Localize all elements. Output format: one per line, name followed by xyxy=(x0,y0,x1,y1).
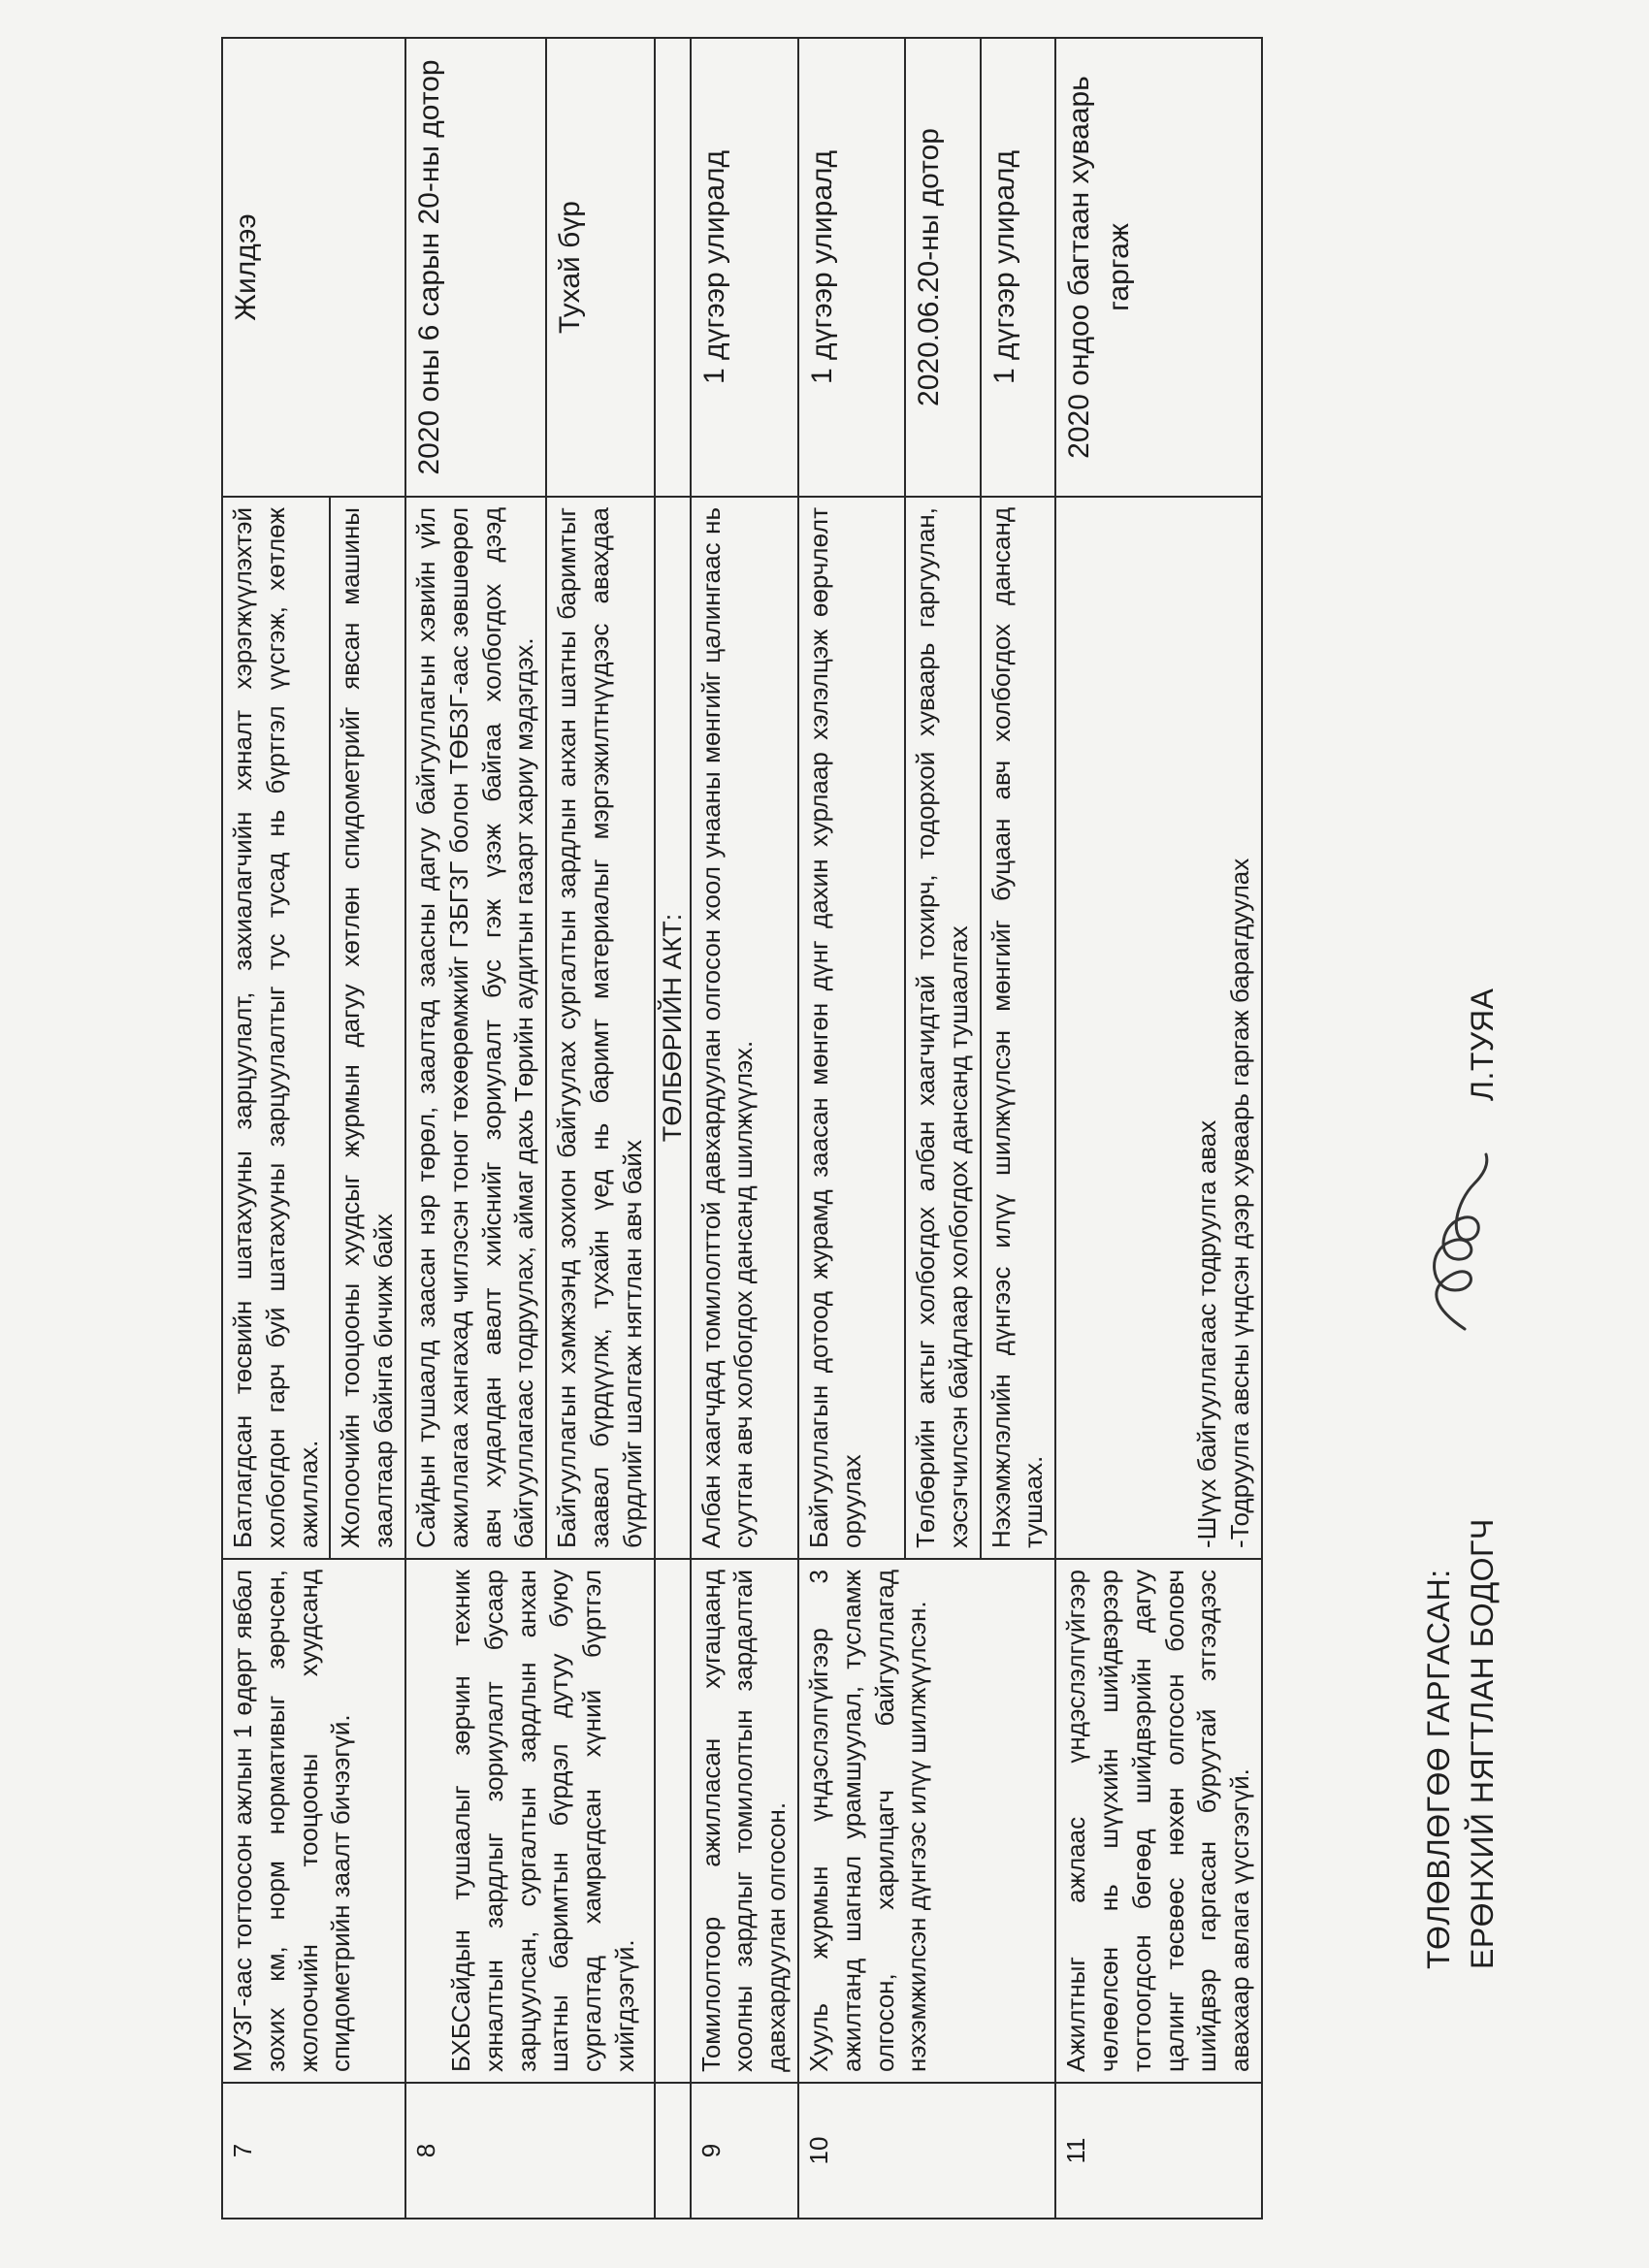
row-number: 11 xyxy=(1055,2083,1262,2219)
table-row xyxy=(1055,38,1262,2219)
finding-description: Ажилтныг ажлаас үндэслэлгүйгээр чөлөөлсөн нь шүүхийн шийдвэрээр тогтоогдсон бөгөөд шийдвэрийн дагуу цалинг төсвөөс нөхөн олгосон боловч шийдвэр гаргасан буруутай этгээдээс авахаар авлага үүсгээгүй. xyxy=(1055,1559,1262,2083)
finding-description: Томилолтоор ажилласан хугацаанд хоолны зардлыг томилолтын зардалтай давхардуулан олгосон. xyxy=(691,1559,798,2083)
finding-description: МУЗГ-аас тогтоосон ажлын 1 өдөрт явбал зохих км, норм нормативыг зөрчсөн, жолоочийн тооцооны хуудсанд спидометрийн заалт бичээгүй. xyxy=(222,1559,405,2083)
action-plan-table xyxy=(221,37,1263,2219)
deadline: Жилдээ xyxy=(222,38,405,497)
corrective-action: Байгууллагын дотоод журамд заасан мөнгөн дүнг дахин хурлаар хэлэлцэж өөрчлөлт оруулах xyxy=(798,497,905,1559)
row-number: 7 xyxy=(222,2083,405,2219)
handwritten-signature xyxy=(1397,1145,1504,1339)
deadline: 1 дүгээр улиралд xyxy=(691,38,798,497)
table-row xyxy=(655,38,691,2219)
finding-description: Хууль журмын үндэслэлгүйгээр 3 ажилтанд шагнал урамшуулал, тусламж олгосон, харилцагч байгууллагад нэхэмжилсэн дүнгээс илүү шилжүүлсэн. xyxy=(798,1559,1055,2083)
footer-name: Л.ТУЯА xyxy=(1465,988,1500,1101)
corrective-action: Төлбөрийн актыг холбогдох албан хаагчидтай тохирч, тодорхой хуваарь гаргуулан, хэсэгчилсэн байдлаар холбогдох дансанд тушаалгах xyxy=(905,497,981,1559)
deadline: Тухай бүр xyxy=(546,38,654,497)
corrective-action: Албан хаагчдад томилолттой давхардуулан олгосон хоол унааны мөнгийг цалингаас нь суутган авч холбогдох дансанд шилжүүлэх. xyxy=(691,497,798,1559)
rotated-page-content xyxy=(221,37,1366,2219)
corrective-action: Жолоочийн тооцооны хуудсыг журмын дагуу хөтлөн спидометрийг явсан машины заалтаар байнга бичиж байх xyxy=(330,497,405,1559)
corrective-action: Сайдын тушаалд заасан нэр төрөл, заалтад заасны дагуу байгууллагын хэвийн үйл ажиллагаа хангахад чиглэсэн тоног төхөөрөмжийг ГЗБГЗГ болон ТӨБЗГ-аас зөвшөөрөл авч худалдан авалт хийснийг зориулалт бус гэж үзэж байгаа холбогдох дээд байгууллагаас тодруулах, аймаг дахь Төрийн аудитын газарт хариу мэдэгдэх. xyxy=(405,497,546,1559)
blank-cell xyxy=(655,38,691,497)
corrective-action: Нэхэмжлэлийн дүнгээс илүү шилжүүлсэн мөнгийг буцаан авч холбогдох дансанд тушаах. xyxy=(981,497,1056,1559)
table-row xyxy=(691,38,798,2219)
footer-heading: ТӨЛӨВЛӨГӨӨ ГАРГАСАН: xyxy=(1421,1569,1456,1969)
deadline: 2020.06.20-ны дотор xyxy=(905,38,981,497)
table-row xyxy=(405,38,546,2219)
table-row xyxy=(222,38,330,2219)
corrective-action: Байгууллагын хэмжээнд зохион байгуулах сургалтын зардлын анхан шатны баримтыг заавал бүрдүүлж, тухайн үед нь баримт материалыг мэргэжилтнүүдээс авахдаа бүрдлийг шалгаж нягтлан авч байх xyxy=(546,497,654,1559)
corrective-action: -Тодруулга авсны үндсэн дээр хуваарь гаргаж барагдуулах xyxy=(1225,858,1255,1548)
finding-description: БХБСайдын тушаалыг зөрчин техник хяналтын зардлыг зориулалт бусаар зарцуулсан, сургалтын зардлын анхан шатны баримтын бүрдэл дутуу буюу сургалтад хамрагдсан хүний бүртгэл хийгдээгүй. xyxy=(405,1559,655,2083)
row-number: 8 xyxy=(405,2083,655,2219)
table-row xyxy=(798,38,905,2219)
row-number: 9 xyxy=(691,2083,798,2219)
deadline: 2020 ондоо багтаан хуваарь гаргаж xyxy=(1055,38,1262,497)
footer-position: ЕРӨНХИЙ НЯГТЛАН БОДОГЧ xyxy=(1465,1518,1500,1969)
corrective-action-cell xyxy=(1055,497,1262,1559)
corrective-action: Батлагдсан төсвийн шатахууны зарцуулалт, захиалагчийн хяналт хэрэгжүүлэхтэй холбогдон гарч буй шатахууны зарцуулалтыг тус тусад нь бүртгэл үүсгэж, хөтлөж ажиллах. xyxy=(222,497,330,1559)
blank-cell xyxy=(655,2083,691,2219)
corrective-action: -Шүүх байгууллагаас тодруулга авах xyxy=(1192,1119,1222,1548)
deadline: 2020 оны 6 сарын 20-ны дотор xyxy=(405,38,546,497)
section-heading: ТӨЛБӨРИЙН АКТ: xyxy=(655,497,691,1559)
deadline: 1 дүгээр улиралд xyxy=(981,38,1056,497)
blank-cell xyxy=(655,1559,691,2083)
deadline: 1 дүгээр улиралд xyxy=(798,38,905,497)
row-number: 10 xyxy=(798,2083,1055,2219)
